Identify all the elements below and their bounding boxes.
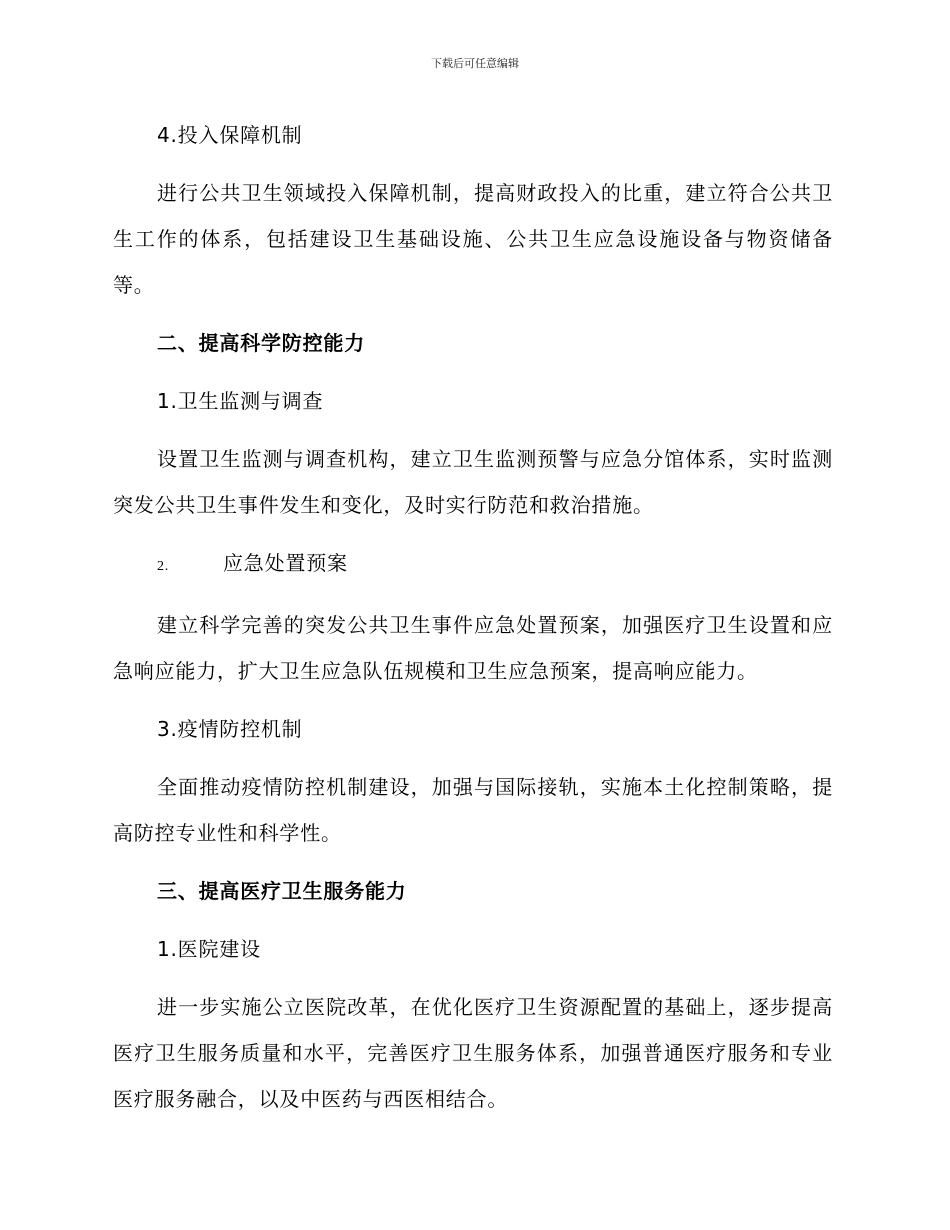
subheading-epidemic-control: 3.疫情防控机制 (157, 717, 303, 741)
paragraph-monitoring: 设置卫生监测与调查机构，建立卫生监测预警与应急分馆体系，实时监测突发公共卫生事件发生和变化，及时实行防范和救治措施。 (113, 447, 833, 517)
section-heading-medical-service: 三、提高医疗卫生服务能力 (157, 879, 407, 903)
paragraph-investment-guarantee: 进行公共卫生领域投入保障机制，提高财政投入的比重，建立符合公共卫生工作的体系，包括建设卫生基础设施、公共卫生应急设施设备与物资储备等。 (113, 181, 833, 297)
subheading-label: 应急处置预案 (223, 551, 348, 575)
subheading-investment-guarantee: 4.投入保障机制 (157, 123, 303, 147)
page-header: 下载后可任意编辑 (431, 57, 519, 70)
paragraph-epidemic-control: 全面推动疫情防控机制建设，加强与国际接轨，实施本土化控制策略，提高防控专业性和科学性。 (113, 775, 833, 845)
subheading-number: 2. (157, 559, 170, 574)
subheading-emergency-plan (113, 540, 833, 590)
paragraph-hospital: 进一步实施公立医院改革，在优化医疗卫生资源配置的基础上，逐步提高医疗卫生服务质量和水平，完善医疗卫生服务体系，加强普通医疗服务和专业医疗服务融合，以及中医药与西医相结合。 (113, 995, 833, 1111)
subheading-monitoring: 1.卫生监测与调查 (157, 389, 324, 413)
section-heading-prevention: 二、提高科学防控能力 (157, 331, 365, 355)
document-body (113, 112, 833, 1122)
subheading-hospital: 1.医院建设 (157, 937, 261, 961)
paragraph-emergency-plan: 建立科学完善的突发公共卫生事件应急处置预案，加强医疗卫生设置和应急响应能力，扩大卫生应急队伍规模和卫生应急预案，提高响应能力。 (113, 613, 833, 683)
